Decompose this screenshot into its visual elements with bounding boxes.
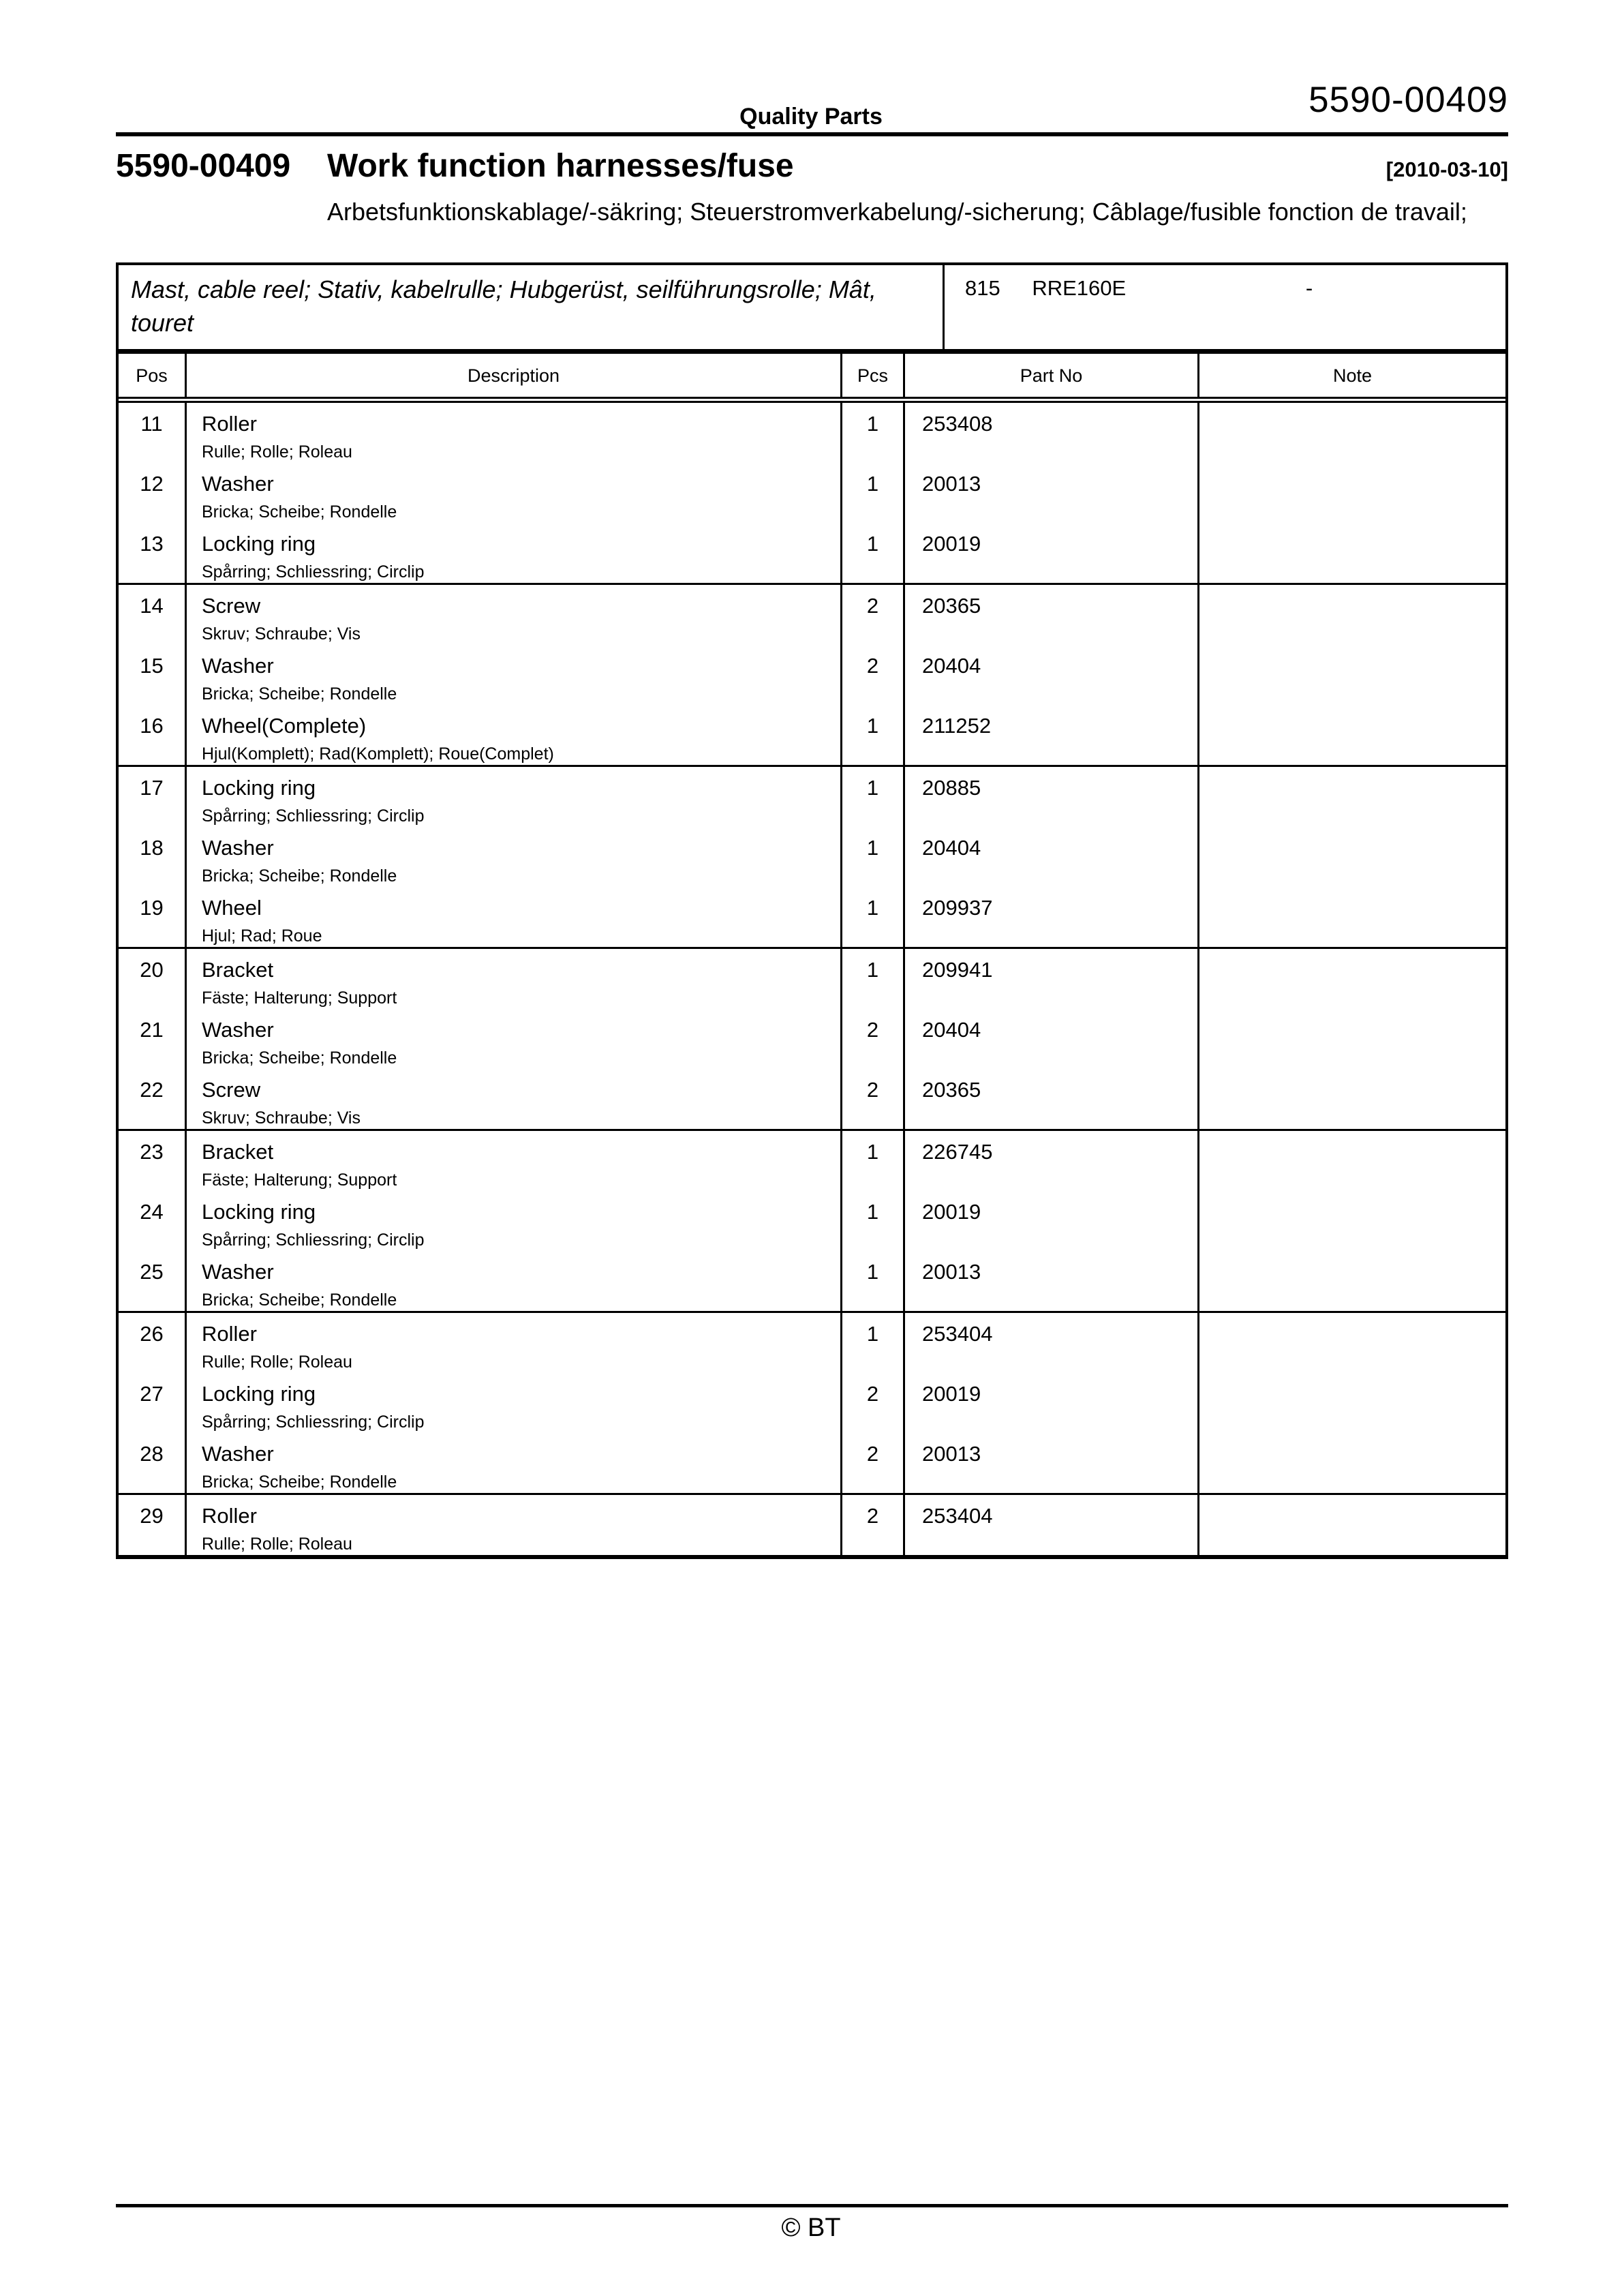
cell-note	[1199, 463, 1505, 523]
cell-description	[187, 403, 842, 463]
cell-part-no: 20019	[905, 523, 1199, 583]
cell-part-no: 20013	[905, 1433, 1199, 1493]
description-translations: Bricka; Scheibe; Rondelle	[202, 1472, 397, 1492]
table-row	[119, 827, 1505, 887]
row-group	[119, 1495, 1505, 1555]
description-main: Roller	[202, 412, 257, 436]
cell-note	[1199, 1313, 1505, 1373]
cell-part-no: 20019	[905, 1191, 1199, 1251]
table-row	[119, 1069, 1505, 1129]
cell-pos: 23	[119, 1131, 187, 1191]
cell-pcs: 2	[842, 1009, 905, 1069]
description-main: Screw	[202, 594, 261, 618]
cell-pos: 13	[119, 523, 187, 583]
cell-part-no: 20019	[905, 1373, 1199, 1433]
cell-pos: 14	[119, 585, 187, 645]
cell-pcs: 1	[842, 949, 905, 1009]
cell-part-no: 20404	[905, 645, 1199, 705]
col-header-note: Note	[1332, 365, 1373, 387]
description-main: Roller	[202, 1504, 257, 1528]
brand-header: Quality Parts	[739, 104, 883, 130]
cell-pcs: 2	[842, 1433, 905, 1493]
cell-note	[1199, 1069, 1505, 1129]
cell-note	[1199, 949, 1505, 1009]
cell-part-no: 20404	[905, 1009, 1199, 1069]
cell-pcs: 1	[842, 887, 905, 947]
table-row	[119, 1433, 1505, 1493]
cell-note	[1199, 403, 1505, 463]
cell-pos: 21	[119, 1009, 187, 1069]
col-header-pos: Pos	[119, 354, 187, 397]
cell-pos: 26	[119, 1313, 187, 1373]
cell-pcs: 1	[842, 1313, 905, 1373]
cell-description	[187, 767, 842, 827]
description-main: Wheel	[202, 896, 262, 920]
description-translations: Bricka; Scheibe; Rondelle	[202, 866, 397, 886]
table-row	[119, 1251, 1505, 1311]
description-translations: Bricka; Scheibe; Rondelle	[202, 1048, 397, 1068]
table-row	[119, 585, 1505, 645]
table-row	[119, 645, 1505, 705]
cell-description	[187, 887, 842, 947]
cell-description	[187, 705, 842, 765]
cell-part-no: 20365	[905, 585, 1199, 645]
cell-note	[1199, 1009, 1505, 1069]
document-code: 5590-00409	[116, 148, 291, 184]
description-main: Wheel(Complete)	[202, 714, 367, 738]
description-translations: Spårring; Schliessring; Circlip	[202, 1230, 425, 1250]
cell-part-no: 253404	[905, 1313, 1199, 1373]
cell-pos: 20	[119, 949, 187, 1009]
cell-pos: 11	[119, 403, 187, 463]
cell-note	[1199, 1495, 1505, 1555]
row-group	[119, 767, 1505, 949]
description-main: Bracket	[202, 958, 274, 982]
row-group	[119, 1313, 1505, 1495]
cell-pcs: 2	[842, 1373, 905, 1433]
cell-description	[187, 1131, 842, 1191]
description-main: Locking ring	[202, 532, 316, 556]
assembly-name: Mast, cable reel; Stativ, kabelrulle; Hubgerüst, seilführungsrolle; Mât, touret	[119, 265, 945, 349]
cell-description	[187, 949, 842, 1009]
column-header-row	[119, 354, 1505, 403]
cell-pcs: 1	[842, 403, 905, 463]
cell-pcs: 1	[842, 1251, 905, 1311]
cell-part-no: 209941	[905, 949, 1199, 1009]
cell-part-no: 253408	[905, 403, 1199, 463]
description-translations: Hjul; Rad; Roue	[202, 926, 322, 946]
description-translations: Rulle; Rolle; Roleau	[202, 1353, 352, 1372]
cell-part-no: 209937	[905, 887, 1199, 947]
description-translations: Skruv; Schraube; Vis	[202, 1108, 361, 1128]
table-row	[119, 1373, 1505, 1433]
table-row	[119, 1131, 1505, 1191]
table-row	[119, 1191, 1505, 1251]
col-header-part-no: Part No	[905, 354, 1199, 397]
cell-note	[1199, 705, 1505, 765]
description-main: Washer	[202, 1260, 274, 1284]
description-main: Washer	[202, 472, 274, 496]
assembly-model-info	[945, 265, 1505, 349]
model-name: RRE160E	[1032, 276, 1127, 300]
cell-note	[1199, 645, 1505, 705]
copyright: © BT	[781, 2214, 841, 2242]
table-row	[119, 887, 1505, 947]
cell-description	[187, 645, 842, 705]
description-main: Washer	[202, 1442, 274, 1466]
description-main: Bracket	[202, 1140, 274, 1164]
cell-pcs: 1	[842, 1131, 905, 1191]
table-row	[119, 767, 1505, 827]
col-header-pcs: Pcs	[842, 354, 905, 397]
cell-description	[187, 1433, 842, 1493]
description-translations: Spårring; Schliessring; Circlip	[202, 806, 425, 826]
table-row	[119, 523, 1505, 583]
cell-pcs: 2	[842, 645, 905, 705]
page-title: Work function harnesses/fuse	[327, 148, 794, 184]
cell-part-no: 20013	[905, 463, 1199, 523]
cell-note	[1199, 1373, 1505, 1433]
cell-part-no: 253404	[905, 1495, 1199, 1555]
cell-note	[1199, 1191, 1505, 1251]
cell-pcs: 1	[842, 705, 905, 765]
description-translations: Spårring; Schliessring; Circlip	[202, 562, 425, 582]
table-row	[119, 1313, 1505, 1373]
cell-pos: 29	[119, 1495, 187, 1555]
cell-note	[1199, 585, 1505, 645]
cell-pcs: 2	[842, 1495, 905, 1555]
description-main: Locking ring	[202, 1382, 316, 1406]
cell-pos: 19	[119, 887, 187, 947]
cell-note	[1199, 767, 1505, 827]
assembly-header	[119, 265, 1505, 354]
header-divider	[116, 132, 1508, 136]
title-row	[116, 147, 1508, 185]
cell-pos: 18	[119, 827, 187, 887]
parts-table	[116, 262, 1508, 1559]
row-group	[119, 585, 1505, 767]
description-translations: Hjul(Komplett); Rad(Komplett); Roue(Complet)	[202, 744, 554, 764]
cell-pos: 24	[119, 1191, 187, 1251]
cell-note	[1199, 827, 1505, 887]
cell-pcs: 1	[842, 463, 905, 523]
title-translations: Arbetsfunktionskablage/-säkring; Steuerstromverkabelung/-sicherung; Câblage/fusible fonction de travail;	[327, 198, 1467, 226]
serial-range: -	[1305, 276, 1313, 300]
cell-part-no: 20365	[905, 1069, 1199, 1129]
cell-note	[1199, 887, 1505, 947]
cell-note	[1199, 1251, 1505, 1311]
table-body	[119, 403, 1505, 1555]
table-row	[119, 1009, 1505, 1069]
page-number-header: 5590-00409	[1309, 80, 1508, 120]
row-group	[119, 949, 1505, 1131]
cell-description	[187, 1009, 842, 1069]
cell-description	[187, 1373, 842, 1433]
cell-description	[187, 1251, 842, 1311]
description-translations: Fäste; Halterung; Support	[202, 988, 397, 1008]
description-translations: Rulle; Rolle; Roleau	[202, 442, 352, 462]
model-code: 815	[965, 276, 1000, 300]
row-group	[119, 403, 1505, 585]
cell-note	[1199, 1433, 1505, 1493]
cell-part-no: 20885	[905, 767, 1199, 827]
cell-pcs: 2	[842, 585, 905, 645]
description-main: Washer	[202, 654, 274, 678]
cell-description	[187, 463, 842, 523]
description-main: Locking ring	[202, 776, 316, 800]
description-main: Washer	[202, 836, 274, 860]
cell-pos: 16	[119, 705, 187, 765]
table-row	[119, 1495, 1505, 1555]
description-translations: Fäste; Halterung; Support	[202, 1170, 397, 1190]
cell-description	[187, 1069, 842, 1129]
cell-description	[187, 827, 842, 887]
footer-divider	[116, 2204, 1508, 2207]
cell-pos: 15	[119, 645, 187, 705]
cell-note	[1199, 1131, 1505, 1191]
description-translations: Bricka; Scheibe; Rondelle	[202, 684, 397, 704]
description-main: Screw	[202, 1078, 261, 1102]
cell-part-no: 20013	[905, 1251, 1199, 1311]
cell-pos: 22	[119, 1069, 187, 1129]
row-group	[119, 1131, 1505, 1313]
cell-description	[187, 585, 842, 645]
description-translations: Spårring; Schliessring; Circlip	[202, 1413, 425, 1432]
cell-part-no: 211252	[905, 705, 1199, 765]
cell-part-no: 226745	[905, 1131, 1199, 1191]
cell-pcs: 2	[842, 1069, 905, 1129]
cell-pos: 25	[119, 1251, 187, 1311]
cell-pos: 12	[119, 463, 187, 523]
cell-description	[187, 1495, 842, 1555]
cell-pcs: 1	[842, 827, 905, 887]
table-row	[119, 403, 1505, 463]
description-translations: Skruv; Schraube; Vis	[202, 624, 361, 644]
cell-pos: 27	[119, 1373, 187, 1433]
cell-pos: 17	[119, 767, 187, 827]
cell-pos: 28	[119, 1433, 187, 1493]
cell-part-no: 20404	[905, 827, 1199, 887]
description-main: Washer	[202, 1018, 274, 1042]
table-row	[119, 705, 1505, 765]
cell-description	[187, 523, 842, 583]
description-main: Locking ring	[202, 1200, 316, 1224]
description-translations: Bricka; Scheibe; Rondelle	[202, 1290, 397, 1310]
col-header-description: Description	[187, 354, 842, 397]
description-translations: Bricka; Scheibe; Rondelle	[202, 502, 397, 522]
cell-description	[187, 1191, 842, 1251]
cell-pcs: 1	[842, 1191, 905, 1251]
cell-description	[187, 1313, 842, 1373]
revision-date: [2010-03-10]	[1386, 157, 1508, 181]
table-row	[119, 949, 1505, 1009]
cell-pcs: 1	[842, 523, 905, 583]
cell-note	[1199, 523, 1505, 583]
description-main: Roller	[202, 1322, 257, 1346]
cell-pcs: 1	[842, 767, 905, 827]
table-row	[119, 463, 1505, 523]
description-translations: Rulle; Rolle; Roleau	[202, 1535, 352, 1554]
